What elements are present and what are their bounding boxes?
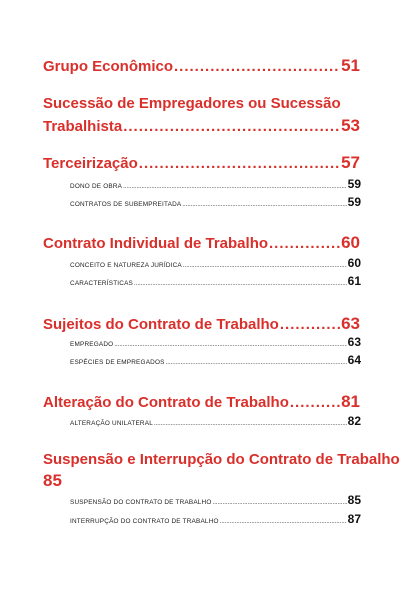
toc-entry[interactable] bbox=[70, 414, 361, 428]
chapter-title: Trabalhista bbox=[43, 118, 123, 135]
leader-dots bbox=[182, 202, 346, 208]
leader-dots bbox=[139, 154, 340, 173]
entry-title: ESPÉCIES DE EMPREGADOS bbox=[70, 359, 165, 366]
entry-title: CARACTERÍSTICAS bbox=[70, 280, 134, 287]
toc-entry[interactable] bbox=[70, 335, 361, 349]
chapter-title: Terceirização bbox=[43, 155, 138, 172]
entry-page-number: 60 bbox=[347, 256, 361, 270]
chapter-title: Contrato Individual de Trabalho bbox=[43, 235, 269, 252]
leader-dots bbox=[269, 234, 340, 253]
entry-title: CONTRATOS DE SUBEMPREITADA bbox=[70, 201, 182, 208]
leader-dots bbox=[166, 360, 347, 366]
toc-chapter[interactable] bbox=[43, 314, 360, 334]
toc-entry[interactable] bbox=[70, 512, 361, 526]
leader-dots bbox=[280, 315, 340, 334]
entry-page-number: 64 bbox=[347, 353, 361, 367]
leader-dots bbox=[183, 263, 347, 269]
leader-dots bbox=[154, 421, 347, 427]
chapter-page-number: 53 bbox=[341, 116, 360, 135]
chapter-title: Sujeitos do Contrato de Trabalho bbox=[43, 316, 279, 333]
toc-chapter[interactable] bbox=[43, 153, 360, 173]
entry-page-number: 59 bbox=[347, 177, 361, 191]
chapter-title-line: Sucessão de Empregadores ou Sucessão bbox=[43, 95, 341, 112]
toc-chapter[interactable] bbox=[43, 56, 360, 76]
chapter-page-number: 51 bbox=[341, 56, 360, 75]
entry-page-number: 61 bbox=[347, 274, 361, 288]
leader-dots bbox=[213, 500, 347, 506]
leader-dots bbox=[123, 184, 347, 190]
entry-page-number: 82 bbox=[347, 414, 361, 428]
leader-dots bbox=[134, 281, 347, 287]
leader-dots bbox=[220, 519, 347, 525]
chapter-title: Grupo Econômico bbox=[43, 58, 174, 75]
entry-page-number: 87 bbox=[347, 512, 361, 526]
toc-chapter[interactable] bbox=[43, 233, 360, 253]
entry-page-number: 85 bbox=[347, 493, 361, 507]
toc-entry[interactable] bbox=[70, 274, 361, 288]
chapter-page-number: 85 bbox=[43, 471, 62, 490]
entry-title: SUSPENSÃO DO CONTRATO DE TRABALHO bbox=[70, 499, 212, 506]
chapter-title: Suspensão e Interrupção do Contrato de Trabalho bbox=[43, 451, 400, 468]
chapter-page-number: 81 bbox=[341, 392, 360, 411]
entry-title: DONO DE OBRA bbox=[70, 183, 123, 190]
entry-title: CONCEITO E NATUREZA JURÍDICA bbox=[70, 262, 182, 269]
chapter-title: Alteração do Contrato de Trabalho bbox=[43, 394, 289, 411]
leader-dots bbox=[290, 393, 340, 412]
chapter-page-number: 60 bbox=[341, 233, 360, 252]
entry-page-number: 59 bbox=[347, 195, 361, 209]
entry-page-number: 63 bbox=[347, 335, 361, 349]
toc-entry[interactable] bbox=[70, 256, 361, 270]
chapter-page-number: 63 bbox=[341, 314, 360, 333]
leader-dots bbox=[123, 117, 340, 136]
leader-dots bbox=[174, 57, 340, 76]
entry-title: ALTERAÇÃO UNILATERAL bbox=[70, 420, 153, 427]
toc-entry[interactable] bbox=[70, 493, 361, 507]
toc-entry[interactable] bbox=[70, 353, 361, 367]
toc-chapter[interactable] bbox=[43, 392, 360, 412]
leader-dots bbox=[114, 342, 346, 348]
entry-title: INTERRUPÇÃO DO CONTRATO DE TRABALHO bbox=[70, 518, 219, 525]
toc-chapter[interactable] bbox=[43, 94, 360, 136]
chapter-page-number: 57 bbox=[341, 153, 360, 172]
toc-entry[interactable] bbox=[70, 195, 361, 209]
toc-entry[interactable] bbox=[70, 177, 361, 191]
toc-chapter[interactable] bbox=[43, 450, 400, 490]
entry-title: EMPREGADO bbox=[70, 341, 114, 348]
